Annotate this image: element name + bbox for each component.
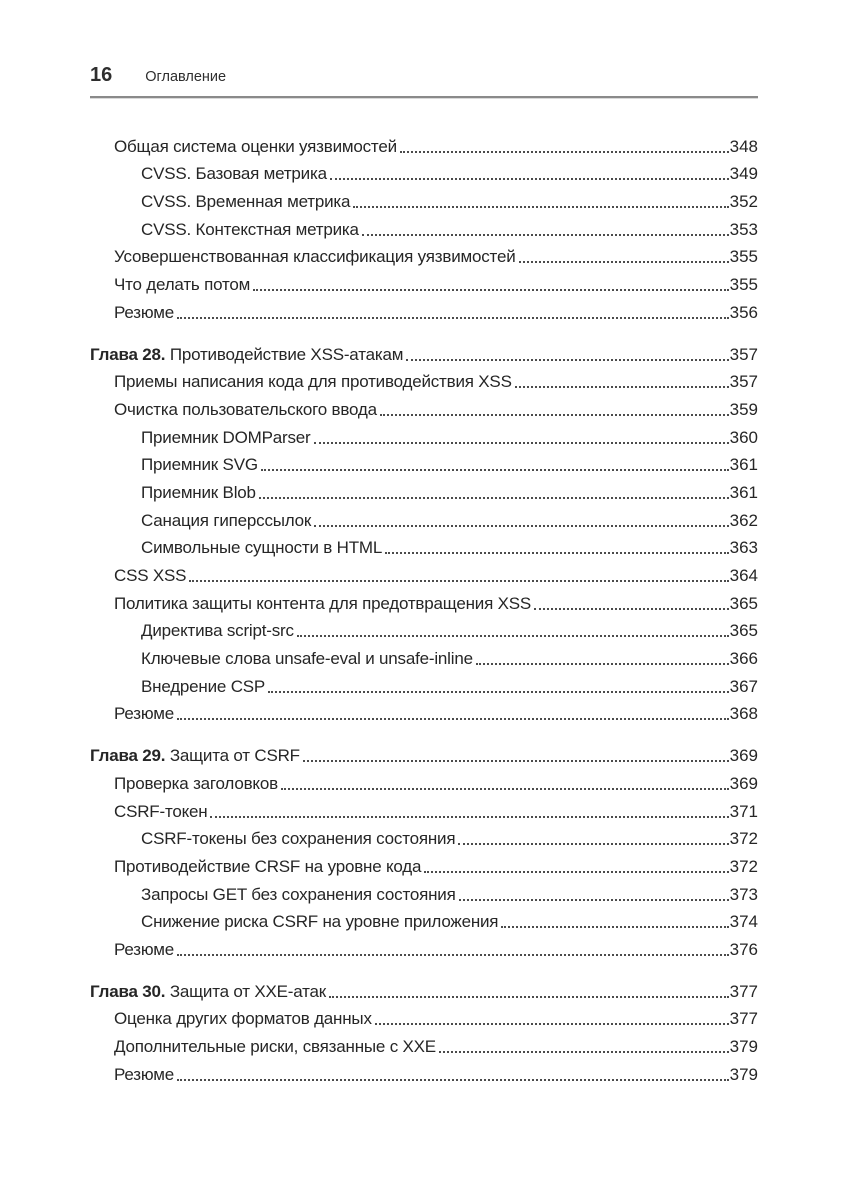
toc-chapter-entry[interactable] — [90, 974, 758, 1002]
chapter-number-prefix: Глава 30. — [90, 981, 170, 1001]
toc-entry-page-number: 355 — [729, 247, 758, 267]
toc-entry[interactable] — [90, 614, 758, 642]
toc-entry[interactable] — [90, 877, 758, 905]
toc-entry-page-number: 348 — [729, 136, 758, 156]
toc-entry[interactable] — [90, 531, 758, 559]
dot-leader — [297, 635, 729, 637]
header-rule — [90, 96, 758, 99]
dot-leader — [268, 691, 729, 693]
toc-entry-label: Усовершенствованная классификация уязвимостей — [114, 247, 516, 267]
toc-entry[interactable] — [90, 586, 758, 614]
toc-entry[interactable] — [90, 420, 758, 448]
toc-entry-page-number: 361 — [729, 455, 758, 475]
dot-leader — [261, 469, 729, 471]
toc-entry[interactable] — [90, 365, 758, 393]
toc-entry-label: Что делать потом — [114, 275, 251, 295]
dot-leader — [458, 843, 728, 845]
toc-entry[interactable] — [90, 766, 758, 794]
toc-entry-page-number: 368 — [729, 704, 758, 724]
toc-entry-label: Директива script-src — [141, 621, 294, 641]
toc-entry-page-number: 369 — [729, 746, 758, 766]
toc-entry[interactable] — [90, 475, 758, 503]
toc-entry-page-number: 365 — [729, 621, 758, 641]
toc-entry-label: Ключевые слова unsafe-eval и unsafe-inline — [141, 649, 473, 669]
toc-entry-page-number: 363 — [729, 538, 758, 558]
toc-entry-label: Приемник DOMParser — [141, 427, 311, 447]
dot-leader — [177, 1079, 729, 1081]
dot-leader — [303, 760, 729, 762]
toc-entry-label: Глава 28. Противодействие XSS-атакам — [90, 344, 404, 364]
dot-leader — [314, 525, 728, 527]
toc-entry[interactable] — [90, 157, 758, 185]
dot-leader — [439, 1051, 729, 1053]
dot-leader — [329, 996, 729, 998]
page-header — [90, 64, 758, 87]
toc-entry-page-number: 377 — [729, 1009, 758, 1029]
content-area — [90, 0, 758, 1085]
toc-entry-label: CVSS. Контекстная метрика — [141, 219, 359, 239]
toc-entry-label: Дополнительные риски, связанные с XXE — [114, 1037, 436, 1056]
toc-entry-page-number: 362 — [729, 510, 758, 530]
dot-leader — [177, 317, 729, 319]
toc-entry-label: Санация гиперссылок — [141, 510, 312, 530]
toc-entry-label: Запросы GET без сохранения состояния — [141, 884, 456, 904]
toc-entry-label: Глава 29. Защита от CSRF — [90, 746, 300, 766]
toc-entry[interactable] — [90, 1029, 758, 1057]
dot-leader — [210, 816, 728, 818]
toc-entry-page-number: 369 — [729, 773, 758, 793]
toc-entry-label: Политика защиты контента для предотвращения XSS — [114, 593, 532, 613]
toc-entry[interactable] — [90, 849, 758, 877]
toc-entry-page-number: 353 — [729, 219, 758, 239]
toc-entry[interactable] — [90, 822, 758, 850]
toc-entry-label: Очистка пользовательского ввода — [114, 399, 377, 419]
dot-leader — [253, 289, 729, 291]
dot-leader — [353, 206, 728, 208]
page-number: 16 — [90, 64, 113, 86]
toc-entry[interactable] — [90, 240, 758, 268]
running-head-title: Оглавление — [145, 69, 227, 85]
toc-entry-label: CVSS. Временная метрика — [141, 192, 351, 212]
toc-entry-page-number: 373 — [729, 884, 758, 904]
toc-entry[interactable] — [90, 697, 758, 725]
toc-entry-label: Снижение риска CSRF на уровне приложения — [141, 912, 499, 932]
toc-entry-label: Приемы написания кода для противодействия XSS — [114, 372, 512, 392]
toc-entry-label: Внедрение CSP — [141, 676, 266, 696]
dot-leader — [406, 359, 728, 361]
dot-leader — [281, 788, 729, 790]
toc-entry-page-number: 372 — [729, 829, 758, 849]
toc-entry[interactable] — [90, 503, 758, 531]
dot-leader — [459, 899, 729, 901]
toc-entry-page-number: 349 — [729, 164, 758, 184]
dot-leader — [515, 386, 729, 388]
toc-entry-label: Резюме — [114, 939, 174, 959]
toc-entry-page-number: 367 — [729, 676, 758, 696]
toc-entry-page-number: 360 — [729, 427, 758, 447]
toc-entry-label: Приемник SVG — [141, 455, 258, 475]
toc-entry-label: Приемник Blob — [141, 482, 256, 502]
toc-entry-page-number: 359 — [729, 399, 758, 419]
toc-entry[interactable] — [90, 267, 758, 295]
toc-entry-page-number: 379 — [729, 1037, 758, 1056]
toc-entry-label: Противодействие CRSF на уровне кода — [114, 856, 422, 876]
dot-leader — [501, 926, 728, 928]
dot-leader — [375, 1023, 729, 1025]
toc-entry-page-number: 377 — [729, 981, 758, 1001]
toc-entry-label: Символьные сущности в HTML — [141, 538, 383, 558]
toc-entry-page-number: 355 — [729, 275, 758, 295]
toc-entry[interactable] — [90, 129, 758, 157]
toc-entry[interactable] — [90, 1057, 758, 1085]
dot-leader — [189, 580, 728, 582]
dot-leader — [424, 871, 728, 873]
toc-entry-label: Общая система оценки уязвимостей — [114, 136, 397, 156]
dot-leader — [177, 954, 729, 956]
toc-entry[interactable] — [90, 558, 758, 586]
toc-entry[interactable] — [90, 1002, 758, 1030]
toc-entry-label: Резюме — [114, 302, 174, 322]
table-of-contents — [90, 129, 758, 1085]
toc-entry-page-number: 357 — [729, 372, 758, 392]
dot-leader — [314, 442, 729, 444]
toc-entry-label: CVSS. Базовая метрика — [141, 164, 327, 184]
toc-entry[interactable] — [90, 184, 758, 212]
toc-entry-label: Резюме — [114, 704, 174, 724]
toc-chapter-entry[interactable] — [90, 738, 758, 766]
toc-entry[interactable] — [90, 932, 758, 960]
dot-leader — [534, 608, 729, 610]
toc-entry-label: CSRF-токены без сохранения состояния — [141, 829, 456, 849]
toc-entry-label: CSRF-токен — [114, 801, 208, 821]
toc-entry[interactable] — [90, 905, 758, 933]
dot-leader — [476, 663, 729, 665]
dot-leader — [400, 151, 729, 153]
toc-entry-page-number: 361 — [729, 482, 758, 502]
toc-entry-page-number: 374 — [729, 912, 758, 932]
dot-leader — [259, 497, 729, 499]
toc-entry-page-number: 356 — [729, 302, 758, 322]
toc-entry-page-number: 352 — [729, 192, 758, 212]
dot-leader — [362, 234, 729, 236]
dot-leader — [380, 414, 729, 416]
toc-entry-label: Проверка заголовков — [114, 773, 278, 793]
toc-entry[interactable] — [90, 794, 758, 822]
toc-entry-label: Резюме — [114, 1064, 174, 1084]
chapter-number-prefix: Глава 29. — [90, 746, 170, 766]
toc-entry-label: Оценка других форматов данных — [114, 1009, 372, 1029]
toc-entry-page-number: 364 — [729, 566, 758, 585]
toc-entry-page-number: 366 — [729, 649, 758, 669]
toc-entry-label: Глава 30. Защита от XXE-атак — [90, 981, 327, 1001]
toc-entry-page-number: 357 — [729, 344, 758, 364]
dot-leader — [177, 718, 729, 720]
dot-leader — [519, 261, 729, 263]
toc-entry[interactable] — [90, 641, 758, 669]
toc-entry-page-number: 379 — [729, 1064, 758, 1084]
toc-entry[interactable] — [90, 669, 758, 697]
toc-chapter-entry[interactable] — [90, 337, 758, 365]
chapter-number-prefix: Глава 28. — [90, 344, 170, 364]
toc-entry-label: CSS XSS — [114, 566, 187, 585]
toc-entry[interactable] — [90, 448, 758, 476]
toc-entry-page-number: 376 — [729, 939, 758, 959]
dot-leader — [330, 178, 729, 180]
toc-entry[interactable] — [90, 295, 758, 323]
toc-entry-page-number: 371 — [729, 801, 758, 821]
toc-entry-page-number: 372 — [729, 856, 758, 876]
toc-entry-page-number: 365 — [729, 593, 758, 613]
dot-leader — [385, 552, 729, 554]
toc-entry[interactable] — [90, 212, 758, 240]
toc-entry[interactable] — [90, 392, 758, 420]
